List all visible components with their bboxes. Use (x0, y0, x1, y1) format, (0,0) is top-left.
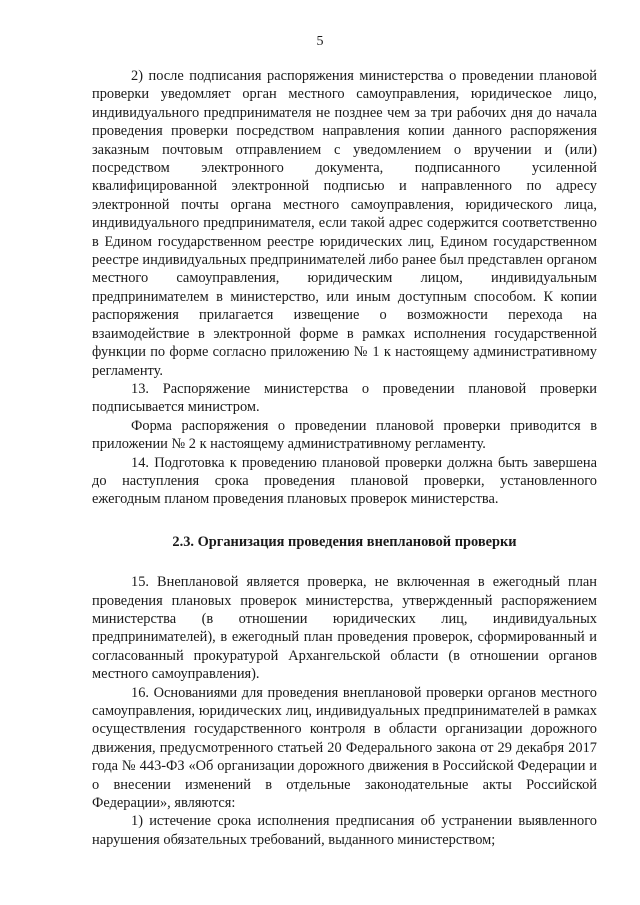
paragraph-14: 14. Подготовка к проведению плановой проверки должна быть завершена до наступления срока проведения плановой проверки, установленного ежегодным планом проведения плановых проверок министерства. (92, 454, 597, 508)
document-body (92, 67, 597, 849)
page-number: 5 (316, 34, 324, 49)
paragraph-16: 16. Основаниями для проведения внеплановой проверки органов местного самоуправления, юридических лиц, индивидуальных предпринимателей в рамках осуществления государственного контроля в области организации дорожного движения, предусмотренного статьей 20 Федерального закона от 29 декабря 2017 года № 443-ФЗ «Об организации дорожного движения в Российской Федерации и о внесении изменений в отдельные законодательные акты Российской Федерации», являются: (92, 684, 597, 812)
paragraph-item-2: 2) после подписания распоряжения министерства о проведении плановой проверки уведомляет орган местного самоуправления, юридическое лицо, индивидуального предпринимателя не позднее чем за три рабочих дня до начала проведения проверки посредством направления копии данного распоряжения заказным почтовым отправлением с уведомлением о вручении и (или) посредством электронного документа, подписанного усиленной квалифицированной электронной подписью и направленного по адресу электронной почты органа местного самоуправления, юридического лица, индивидуального предпринимателя, если такой адрес содержится соответственно в Едином государственном реестре юридических лиц, Едином государственном реестре индивидуальных предпринимателей либо ранее был представлен органом местного самоуправления, юридическим лицом, индивидуальным предпринимателем в министерство, или иным доступным способом. К копии распоряжения прилагается извещение о возможности перехода на взаимодействие в электронной форме в рамках исполнения государственной функции по форме согласно приложению № 1 к настоящему административному регламенту. (92, 68, 597, 379)
section-heading-2-3: 2.3. Организация проведения внеплановой проверки (172, 533, 517, 550)
paragraph-15: 15. Внеплановой является проверка, не включенная в ежегодный план проведения плановых проверок министерства, утвержденный распоряжением министерства (в отношении юридических лиц, индивидуальных предпринимателей), в ежегодный план проведения проверок, сформированный и согласованный прокуратурой Архангельской области (в отношении органов местного самоуправления). (92, 574, 597, 683)
paragraph-13: 13. Распоряжение министерства о проведении плановой проверки подписывается министром. (92, 380, 597, 416)
paragraph-16-item-1: 1) истечение срока исполнения предписания об устранении выявленного нарушения обязательных требований, выданного министерством; (92, 813, 597, 848)
paragraph-order-form: Форма распоряжения о проведении плановой проверки приводится в приложении № 2 к настоящему административному регламенту. (92, 417, 597, 453)
